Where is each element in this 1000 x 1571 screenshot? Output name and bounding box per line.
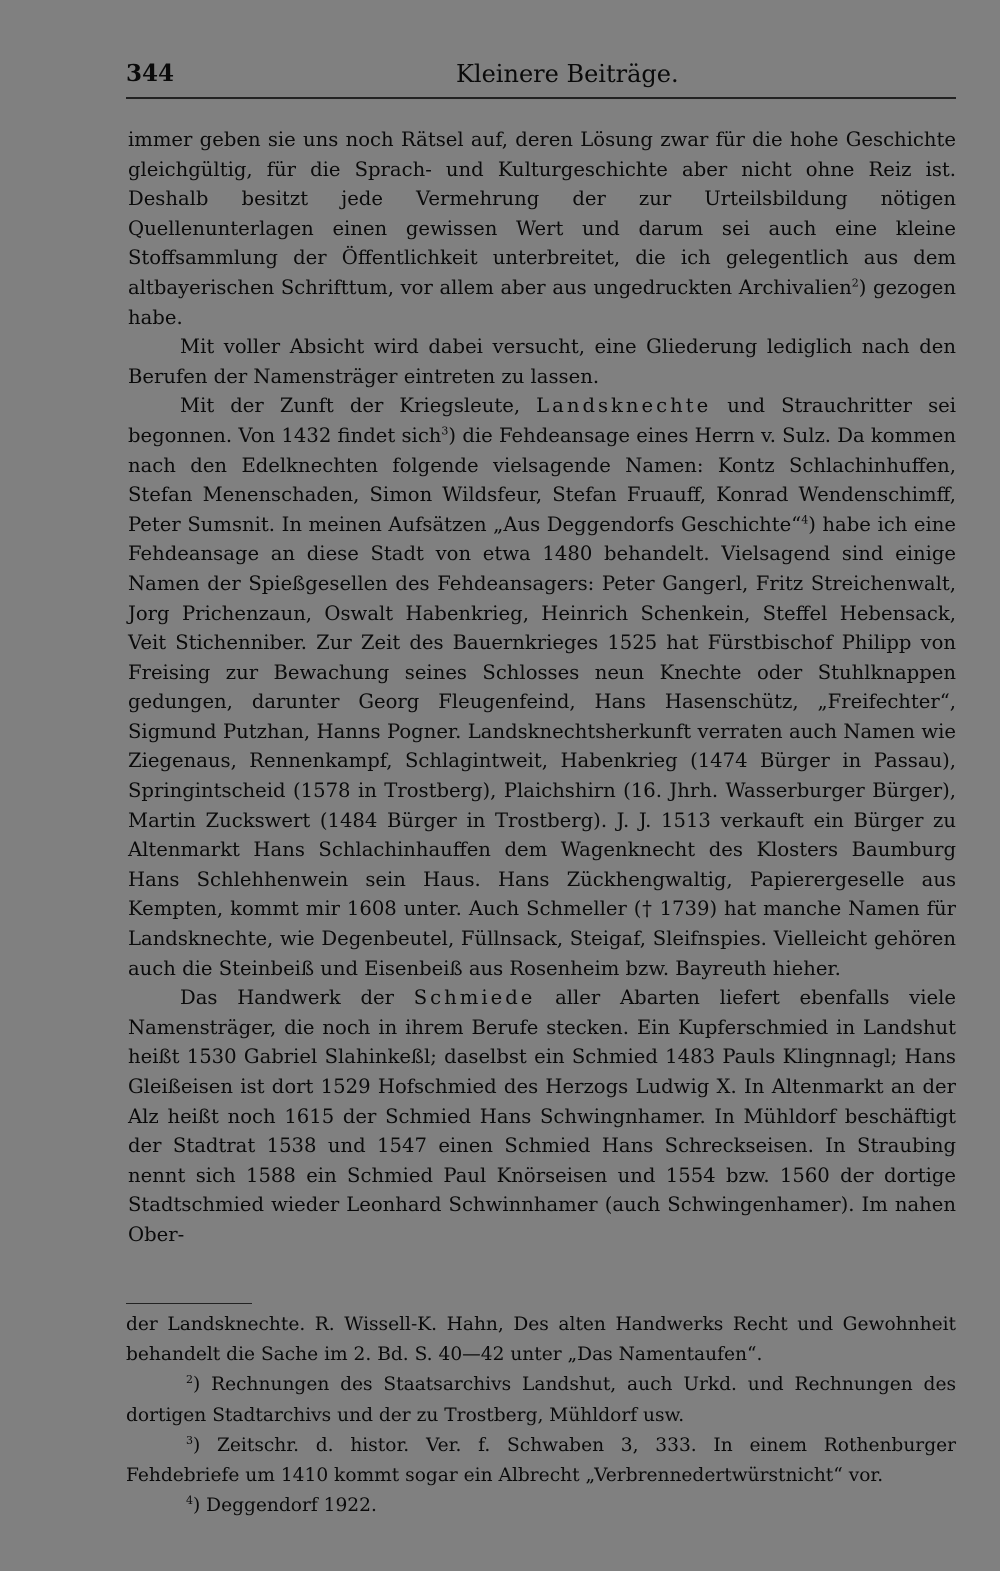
footnote-3: $^3$) Zeitschr. d. histor. Ver. f. Schwaben 3, 333. In einem Rothenburger Fehdebriefe um 1410 kommt sogar ein Albrecht „Verbrennedertwürstnicht“ vor. <box>126 1433 956 1487</box>
footnote-rule <box>126 1303 252 1304</box>
paragraph-2: Mit voller Absicht wird dabei versucht, eine Gliederung lediglich nach den Berufen der Namensträger eintreten zu lassen. <box>128 335 956 388</box>
page-number: 344 <box>126 60 175 87</box>
spaced-term-landsknechte: Landsknechte <box>536 394 712 418</box>
footnote-ref-2: 2 <box>851 276 859 290</box>
main-text <box>128 125 956 1250</box>
footnote-4: $^4$) Deggendorf 1922. <box>186 1494 377 1517</box>
footnote-2: $^2$) Rechnungen des Staatsarchivs Landshut, auch Urkd. und Rechnungen des dortigen Stadtarchivs und der zu Trostberg, Mühldorf usw. <box>126 1373 956 1426</box>
footnote-ref-3: 3 <box>441 424 449 438</box>
spaced-term-schmiede: Schmiede <box>413 986 536 1010</box>
paragraph-3: Mit der Zunft der Kriegsleute, Landsknechte und Strauchritter sei begonnen. Von 1432 findet sich$^3$) die Fehdeansage eines Herrn v. Sulz. Da kommen nach den Edelknechten folgende vielsagende Namen: Kontz Schlachinhuffen, Stefan Menenschaden, Simon Wildsfeur, Stefan Fruauff, Konrad Wendenschimff, Peter Sumsnit. In meinen Aufsätzen „Aus Deggendorfs Geschichte“$^4$) habe ich eine Fehdeansage an diese Stadt von etwa 1480 behandelt. Vielsagend sind einige Namen der Spießgesellen des Fehdeansagers: Peter Gangerl, Fritz Streichenwalt, Jorg Prichenzaun, Oswalt Habenkrieg, Heinrich Schenkein, Steffel Hebensack, Veit Stichenniber. Zur Zeit des Bauernkrieges 1525 hat Fürstbischof Philipp von Freising zur Bewachung seines Schlosses neun Knechte oder Stuhlknappen gedungen, darunter Georg Fleugenfeind, Hans Hasenschütz, „Freifechter“, Sigmund Putzhan, Hanns Pogner. Landsknechtsherkunft verraten auch Namen wie Ziegenaus, Rennenkampf, Schlagintweit, Habenkrieg (1474 Bürger in Passau), Springintscheid (1578 in Trostberg), Plaichshirn (16. Jhrh. Wasserburger Bürger), Martin Zuckswert (1484 Bürger in Trostberg). J. J. 1513 verkauft ein Bürger zu Altenmarkt Hans Schlachinhauffen dem Wagenknecht des Klosters Baumburg Hans Schlehhenwein sein Haus. Hans Zückhengwaltig, Papierergeselle aus Kempten, kommt mir 1608 unter. Auch Schmeller († 1739) hat manche Namen für Landsknechte, wie Degenbeutel, Füllnsack, Steigaf, Sleifnspies. Vielleicht gehören auch die Steinbeiß und Eisenbeiß aus Rosenheim bzw. Bayreuth hieher. <box>128 394 956 980</box>
header-rule <box>126 97 956 99</box>
footnote-1-continued: der Landsknechte. R. Wissell-K. Hahn, Des alten Handwerks Recht und Gewohnheit behandelt die Sache im 2. Bd. S. 40—42 unter „Das Namentaufen“. <box>126 1314 956 1366</box>
page-header <box>126 60 956 96</box>
running-title: Kleinere Beiträge. <box>456 60 679 88</box>
footnotes <box>126 1310 956 1521</box>
paragraph-4: Das Handwerk der Schmiede aller Abarten liefert ebenfalls viele Namensträger, die noch in ihrem Berufe stecken. Ein Kupferschmied in Landshut heißt 1530 Gabriel Slahinkeßl; daselbst ein Schmied 1483 Pauls Klingnnagl; Hans Gleißeisen ist dort 1529 Hofschmied des Herzogs Ludwig X. In Altenmarkt an der Alz heißt noch 1615 der Schmied Hans Schwingnhamer. In Mühldorf beschäftigt der Stadtrat 1538 und 1547 einen Schmied Hans Schreckseisen. In Straubing nennt sich 1588 ein Schmied Paul Knörseisen und 1554 bzw. 1560 der dortige Stadtschmied wieder Leonhard Schwinnhamer (auch Schwingenhamer). Im nahen Ober- <box>128 986 956 1246</box>
footnote-ref-4: 4 <box>801 513 809 527</box>
paragraph-1: immer geben sie uns noch Rätsel auf, deren Lösung zwar für die hohe Geschichte gleichgültig, für die Sprach- und Kulturgeschichte aber nicht ohne Reiz ist. Deshalb besitzt jede Vermehrung der zur Urteilsbildung nötigen Quellenunterlagen einen gewissen Wert und darum sei auch eine kleine Stoffsammlung der Öffentlichkeit unterbreitet, die ich gelegentlich aus dem altbayerischen Schrifttum, vor allem aber aus ungedruckten Archivalien$^2$) gezogen habe. <box>128 128 956 329</box>
